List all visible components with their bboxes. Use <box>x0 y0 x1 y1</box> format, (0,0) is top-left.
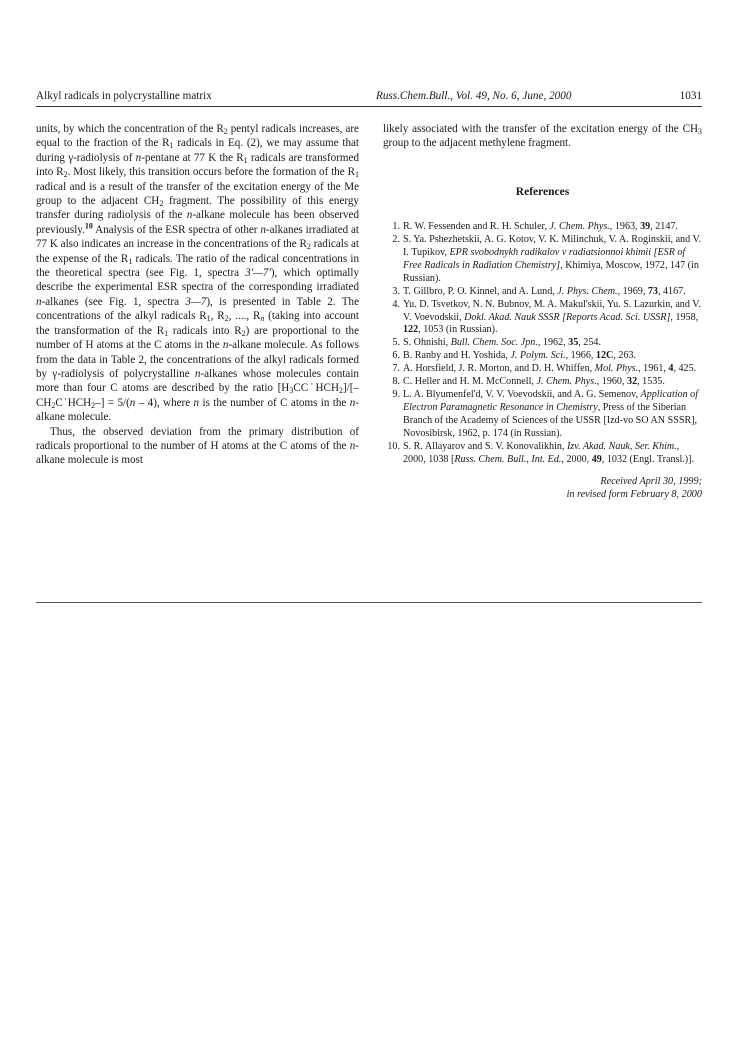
reference-item: 1. R. W. Fessenden and R. H. Schuler, J. Chem. Phys., 1963, 39, 2147. <box>392 221 678 233</box>
received-date <box>383 476 702 502</box>
citation-link[interactable]: 10 <box>84 221 93 231</box>
right-column <box>383 122 702 502</box>
reference-item: 10. S. R. Allayarov and S. V. Konovalikhin, Izv. Akad. Nauk, Ser. Khim., 2000, 1038 [Russ. Chem. Bull., Int. Ed., 2000, 49, 1032 (Engl. Transl.)]. <box>387 440 695 465</box>
revised-line: in revised form February 8, 2000 <box>566 489 702 501</box>
body-paragraph: Thus, the observed deviation from the primary distribution of radicals proportional to the number of H atoms at the C atoms of the n-alkane molecule is most <box>36 425 359 467</box>
page-number: 1031 <box>679 90 702 102</box>
running-header <box>36 88 702 104</box>
body-paragraph: likely associated with the transfer of the excitation energy of the $CH_3$ group to the adjacent methylene fragment. <box>383 123 702 150</box>
received-line: Received April 30, 1999; <box>600 476 702 488</box>
reference-item: 9. L. A. Blyumenfel'd, V. V. Voevodskii, and A. G. Semenov, Application of Electron Paramagnetic Resonance in Chemistry, Press of the Siberian Branch of the Academy of Sciences of the USSR [Izd-vo SO AN SSSR], Novosibirsk, 1962, p. 174 (in Russian). <box>392 389 699 439</box>
left-column <box>36 122 359 468</box>
journal-citation: Russ.Chem.Bull., Vol. 49, No. 6, June, 2000 <box>376 90 572 102</box>
running-title: Alkyl radicals in polycrystalline matrix <box>36 90 212 102</box>
header-rule <box>36 106 702 107</box>
end-rule <box>36 602 702 603</box>
reference-item: 2. S. Ya. Pshezhetskii, A. G. Kotov, V. K. Milinchuk, V. A. Roginskii, and V. I. Tupikov, EPR svobodnykh radikalov v radiatsionnoi khimii [ESR of Free Radicals in Radiation Chemistry], Khimiya, Moscow, 1972, 147 (in Russian). <box>392 234 701 284</box>
reference-item: 7. A. Horsfield, J. R. Morton, and D. H. Whiffen, Mol. Phys., 1961, 4, 425. <box>392 363 697 375</box>
reference-item: 5. S. Ohnishi, Bull. Chem. Soc. Jpn., 1962, 35, 254. <box>392 337 601 349</box>
reference-list <box>383 221 702 466</box>
references-heading: References <box>515 185 570 198</box>
reference-item: 3. T. Gillbro, P. O. Kinnel, and A. Lund, J. Phys. Chem., 1969, 73, 4167. <box>392 285 686 297</box>
reference-item: 8. C. Heller and H. M. McConnell, J. Chem. Phys., 1960, 32, 1535. <box>392 376 665 388</box>
body-paragraph: units, by which the concentration of the $R_2$ pentyl radicals increases, are equal to the fraction of the $R_1$ radicals in Eq. (2), we may assume that during γ-radiolysis of n-pentane at 77 K the $R_1$ radicals are transformed into $R_2$. Most likely, this transition occurs before the formation of the $R_1$ radical and is a result of the transfer of the excitation energy of the Me group to the adjacent $CH_2$ fragment. The possibility of this energy transfer during radiolysis of the n-alkane molecule has been observed previously.$^{10}$ Analysis of the ESR spectra of other n-alkanes irradiated at 77 K also indicates an increase in the concentrations of the $R_2$ radicals at the expense of the $R_1$ radicals. The ratio of the radical concentrations in the theoretical spectra (see Fig. 1, spectra 3'—7'), which optimally describe the experimental ESR spectra of the corresponding irradiated n-alkanes (see Fig. 1, spectra 3—7), is presented in Table 2. The concentrations of the alkyl radicals $R_1$, $R_2$, ...., $R_n$ (taking into account the transformation of the $R_1$ radicals into $R_2$) are proportional to the number of H atoms at the C atoms in the n-alkane molecule. As follows from the data in Table 2, the concentrations of the alkyl radicals formed by γ-radiolysis of polycrystalline n-alkanes whose molecules contain more than four C atoms are described by the ratio $[H_3CC˙HCH_2]/[-CH_2C˙HCH_2-] = 5/(n - 4)$, where n is the number of C atoms in the n-alkane molecule. <box>36 123 360 424</box>
reference-item: 6. B. Ranby and H. Yoshida, J. Polym. Sci., 1966, 12C, 263. <box>392 350 637 362</box>
reference-item: 4. Yu. D. Tsvetkov, N. N. Bubnov, M. A. Makul'skii, Yu. S. Lazurkin, and V. V. Voevodskii, Dokl. Akad. Nauk SSSR [Reports Acad. Sci. USSR], 1958, 122, 1053 (in Russian). <box>392 298 701 336</box>
